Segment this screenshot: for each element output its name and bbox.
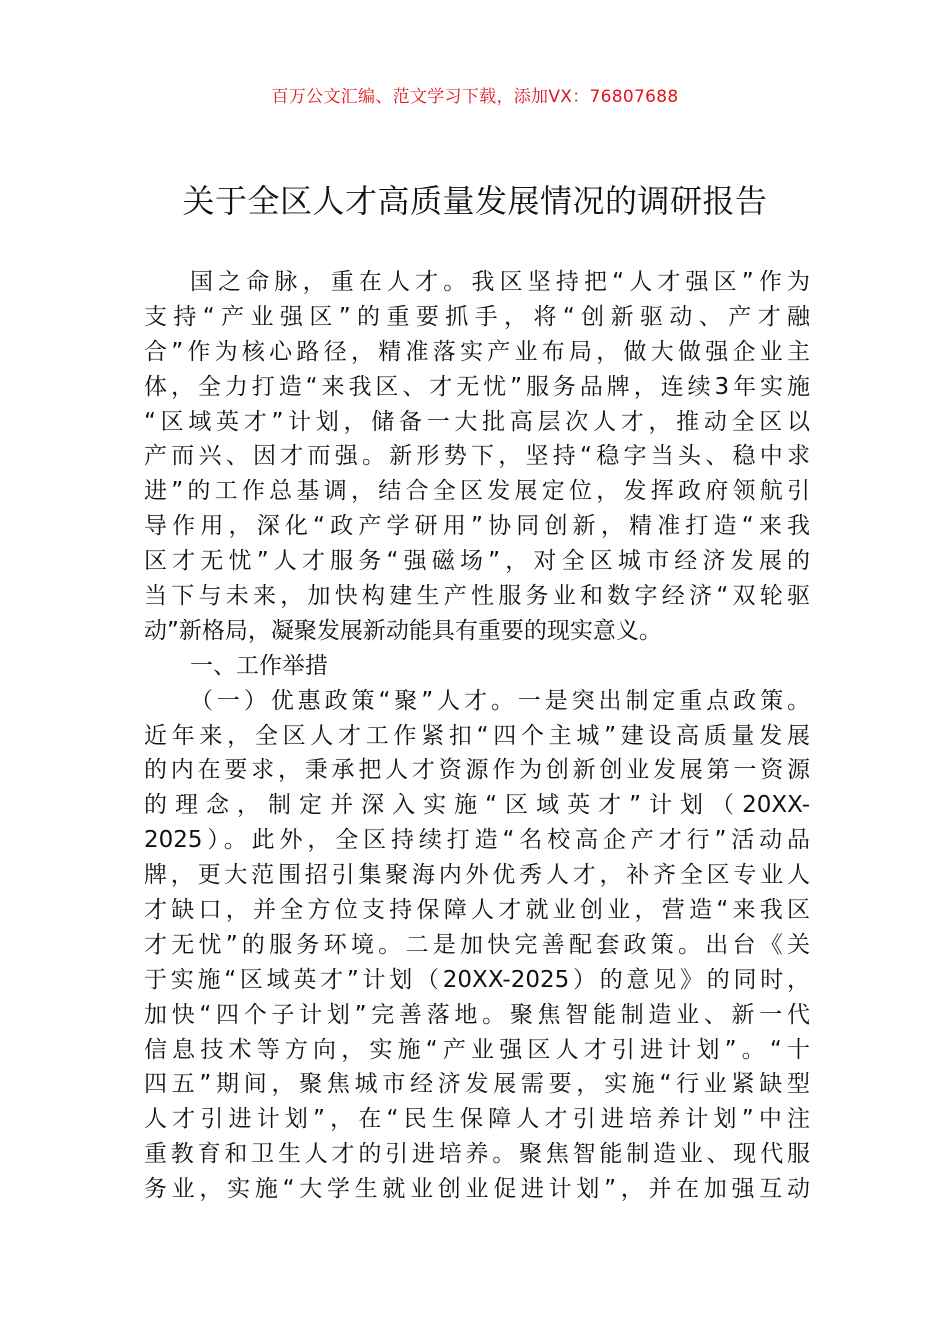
paragraph-line: 加快“四个子计划”完善落地。聚焦智能制造业、新一代 — [144, 1001, 810, 1028]
paragraph-line: 才缺口，并全方位支持保障人才就业创业，营造“来我区 — [144, 897, 810, 924]
paragraph-line: 牌，更大范围招引集聚海内外优秀人才，补齐全区专业人 — [144, 862, 810, 889]
paragraph-line: 人才引进计划”，在“民生保障人才引进培养计划”中注 — [144, 1106, 810, 1133]
paragraph-line: 信息技术等方向，实施“产业强区人才引进计划”。“十 — [144, 1036, 810, 1063]
paragraph-line: 2025）。此外，全区持续打造“名校高企产才行”活动品 — [144, 827, 810, 854]
paragraph-line: 区才无忧”人才服务“强磁场”，对全区城市经济发展的 — [144, 548, 810, 575]
paragraph-line: 国之命脉，重在人才。我区坚持把“人才强区”作为 — [190, 269, 810, 295]
paragraph-line: 四五”期间，聚焦城市经济发展需要，实施“行业紧缺型 — [144, 1071, 810, 1098]
paragraph-line: 的理念，制定并深入实施“区域英才”计划（20XX- — [144, 792, 810, 819]
paragraph-line: 才无忧”的服务环境。二是加快完善配套政策。出台《关 — [144, 931, 810, 958]
page-title: 关于全区人才高质量发展情况的调研报告 — [182, 182, 768, 220]
paragraph-line: “区域英才”计划，储备一大批高层次人才，推动全区以 — [144, 408, 810, 435]
paragraph-line: 当下与未来，加快构建生产性服务业和数字经济“双轮驱 — [144, 583, 810, 610]
paragraph-line: 近年来，全区人才工作紧扣“四个主城”建设高质量发展 — [144, 722, 810, 749]
paragraph-line: 导作用，深化“政产学研用”协同创新，精准打造“来我 — [144, 513, 810, 540]
header-watermark-note: 百万公文汇编、范文学习下载，添加VX：76807688 — [271, 87, 679, 107]
paragraph-line: 务业，实施“大学生就业创业促进计划”，并在加强互动 — [144, 1176, 810, 1203]
body-text — [144, 265, 810, 1207]
paragraph-line: 于实施“区域英才”计划（20XX-2025）的意见》的同时， — [144, 966, 810, 993]
paragraph-line: 合”作为核心路径，精准落实产业布局，做大做强企业主 — [144, 338, 810, 365]
paragraph-line: 体，全力打造“来我区、才无忧”服务品牌，连续3年实施 — [144, 373, 810, 400]
paragraph-line: （一）优惠政策“聚”人才。一是突出制定重点政策。 — [190, 687, 810, 714]
section-heading: 一、工作举措 — [190, 652, 328, 679]
paragraph-line: 动”新格局，凝聚发展新动能具有重要的现实意义。 — [144, 617, 662, 644]
paragraph-line: 重教育和卫生人才的引进培养。聚焦智能制造业、现代服 — [144, 1141, 810, 1168]
paragraph-line: 产而兴、因才而强。新形势下，坚持“稳字当头、稳中求 — [144, 443, 810, 470]
paragraph-line: 进”的工作总基调，结合全区发展定位，发挥政府领航引 — [144, 478, 810, 505]
paragraph-line: 的内在要求，秉承把人才资源作为创新创业发展第一资源 — [144, 757, 810, 784]
paragraph-line: 支持“产业强区”的重要抓手，将“创新驱动、产才融 — [144, 303, 810, 330]
